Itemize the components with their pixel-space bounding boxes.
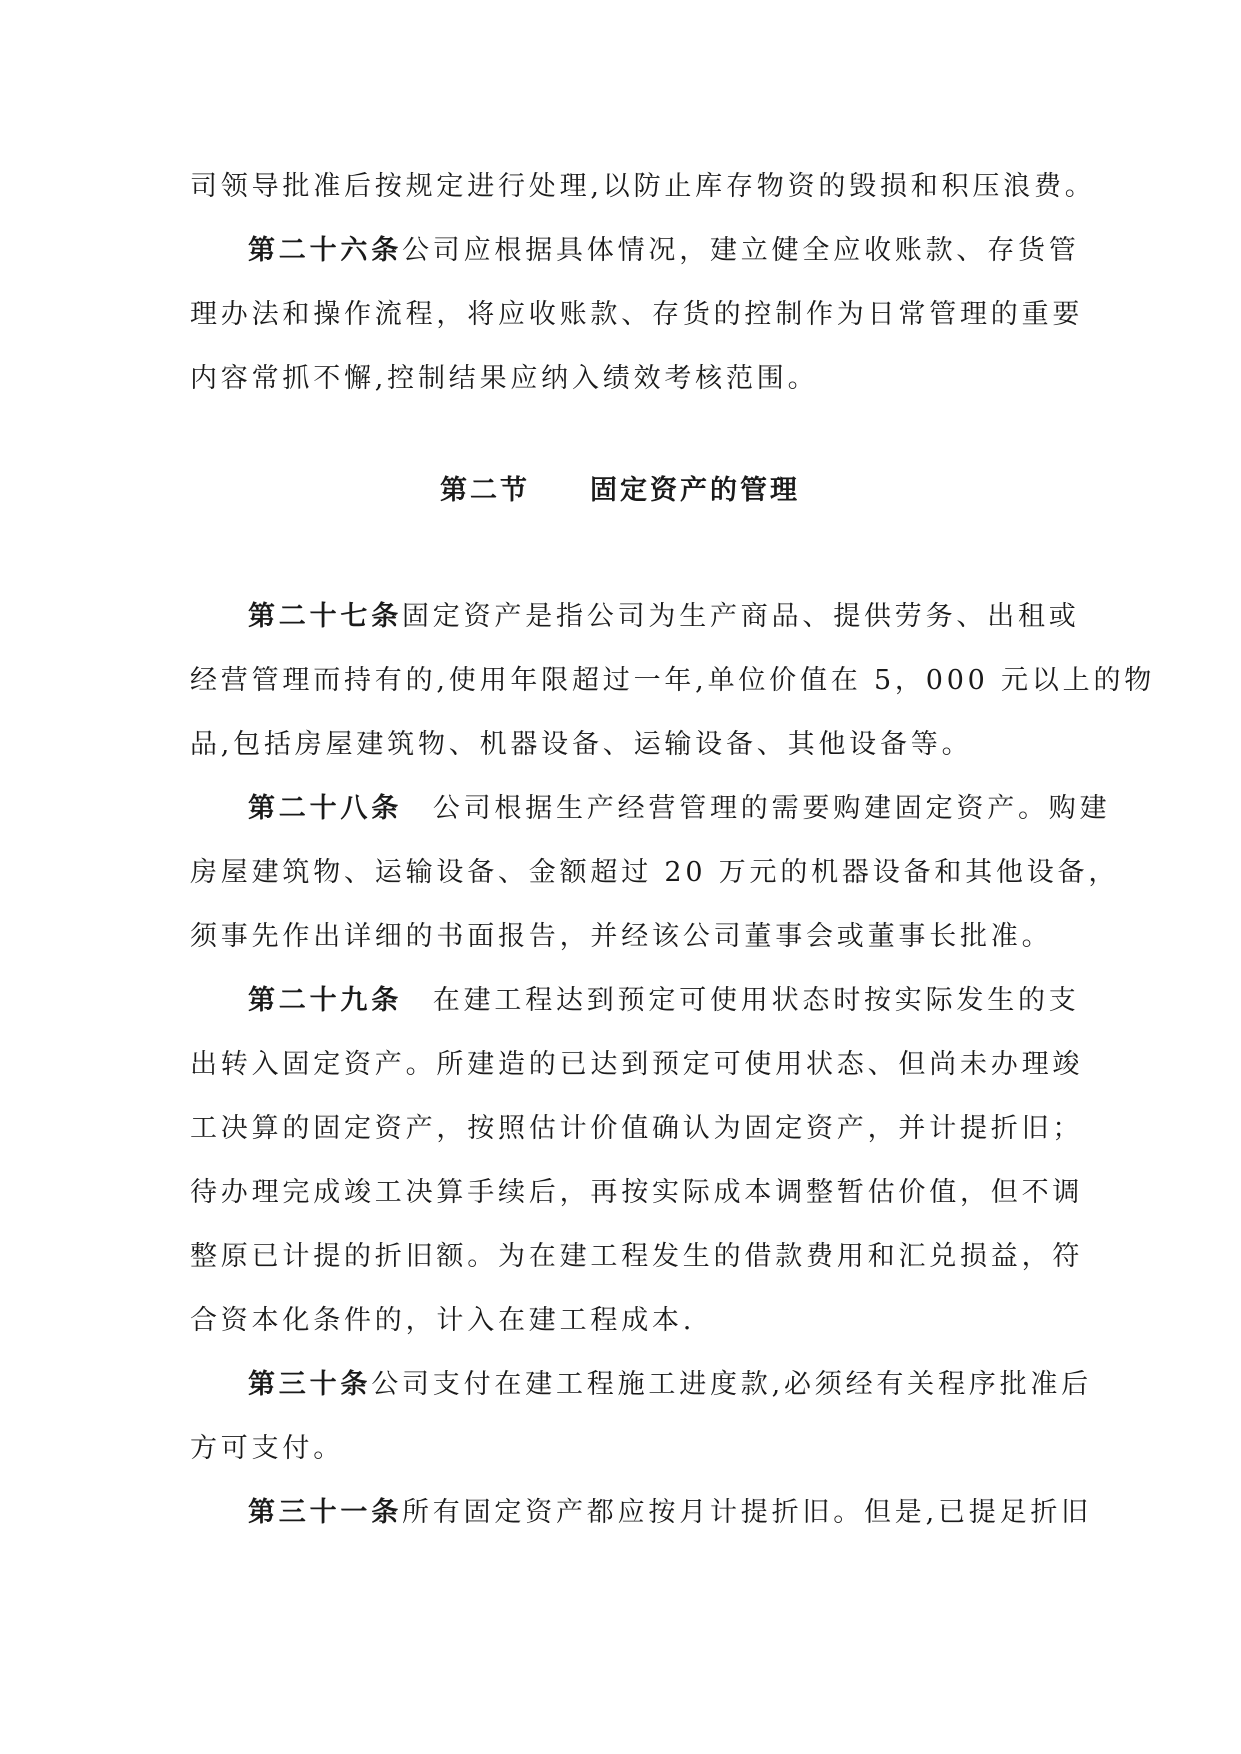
article-30-heading: 第三十条 [248,1369,372,1400]
article-28-line: 房屋建筑物、运输设备、金额超过 20 万元的机器设备和其他设备， [190,857,1120,888]
section-title: 第二节 固定资产的管理 [440,475,800,506]
article-28-line: 须事先作出详细的书面报告，并经该公司董事会或董事长批准。 [190,921,1053,952]
article-31-text: 所有固定资产都应按月计提折旧。但是,已提足折旧 [402,1497,1092,1528]
article-26-first-line [190,219,1080,283]
article-29-line: 工决算的固定资产，按照估计价值确认为固定资产，并计提折旧； [190,1113,1084,1144]
article-29-line: 整原已计提的折旧额。为在建工程发生的借款费用和汇兑损益，符 [190,1241,1084,1272]
article-26-heading: 第二十六条 [248,235,402,266]
paragraph-continuation-line: 司领导批准后按规定进行处理,以防止库存物资的毁损和积压浪费。 [190,171,1096,202]
article-28-first-line [190,777,1111,841]
article-28-text: 公司根据生产经营管理的需要购建固定资产。购建 [402,793,1111,824]
article-29-heading: 第二十九条 [248,985,402,1016]
article-31-first-line [190,1481,1092,1545]
article-27-first-line [190,585,1080,649]
article-27-text: 固定资产是指公司为生产商品、提供劳务、出租或 [402,601,1080,632]
article-26-line: 理办法和操作流程，将应收账款、存货的控制作为日常管理的重要 [190,299,1084,330]
article-26-text: 公司应根据具体情况，建立健全应收账款、存货管 [402,235,1080,266]
article-31-heading: 第三十一条 [248,1497,402,1528]
article-29-first-line [190,969,1080,1033]
article-27-line: 品,包括房屋建筑物、机器设备、运输设备、其他设备等。 [190,729,973,760]
article-27-heading: 第二十七条 [248,601,402,632]
article-30-line: 方可支付。 [190,1433,344,1464]
document-body [190,155,1156,1545]
article-29-line: 合资本化条件的，计入在建工程成本. [190,1305,696,1336]
article-29-line: 待办理完成竣工决算手续后，再按实际成本调整暂估价值，但不调 [190,1177,1084,1208]
article-30-text: 公司支付在建工程施工进度款,必须经有关程序批准后 [371,1369,1092,1400]
article-27-line: 经营管理而持有的,使用年限超过一年,单位价值在 5，000 元以上的物 [190,665,1156,696]
article-30-first-line [190,1353,1092,1417]
article-28-heading: 第二十八条 [248,793,402,824]
article-29-text: 在建工程达到预定可使用状态时按实际发生的支 [402,985,1080,1016]
article-26-line: 内容常抓不懈,控制结果应纳入绩效考核范围。 [190,363,819,394]
article-29-line: 出转入固定资产。所建造的已达到预定可使用状态、但尚未办理竣 [190,1049,1084,1080]
